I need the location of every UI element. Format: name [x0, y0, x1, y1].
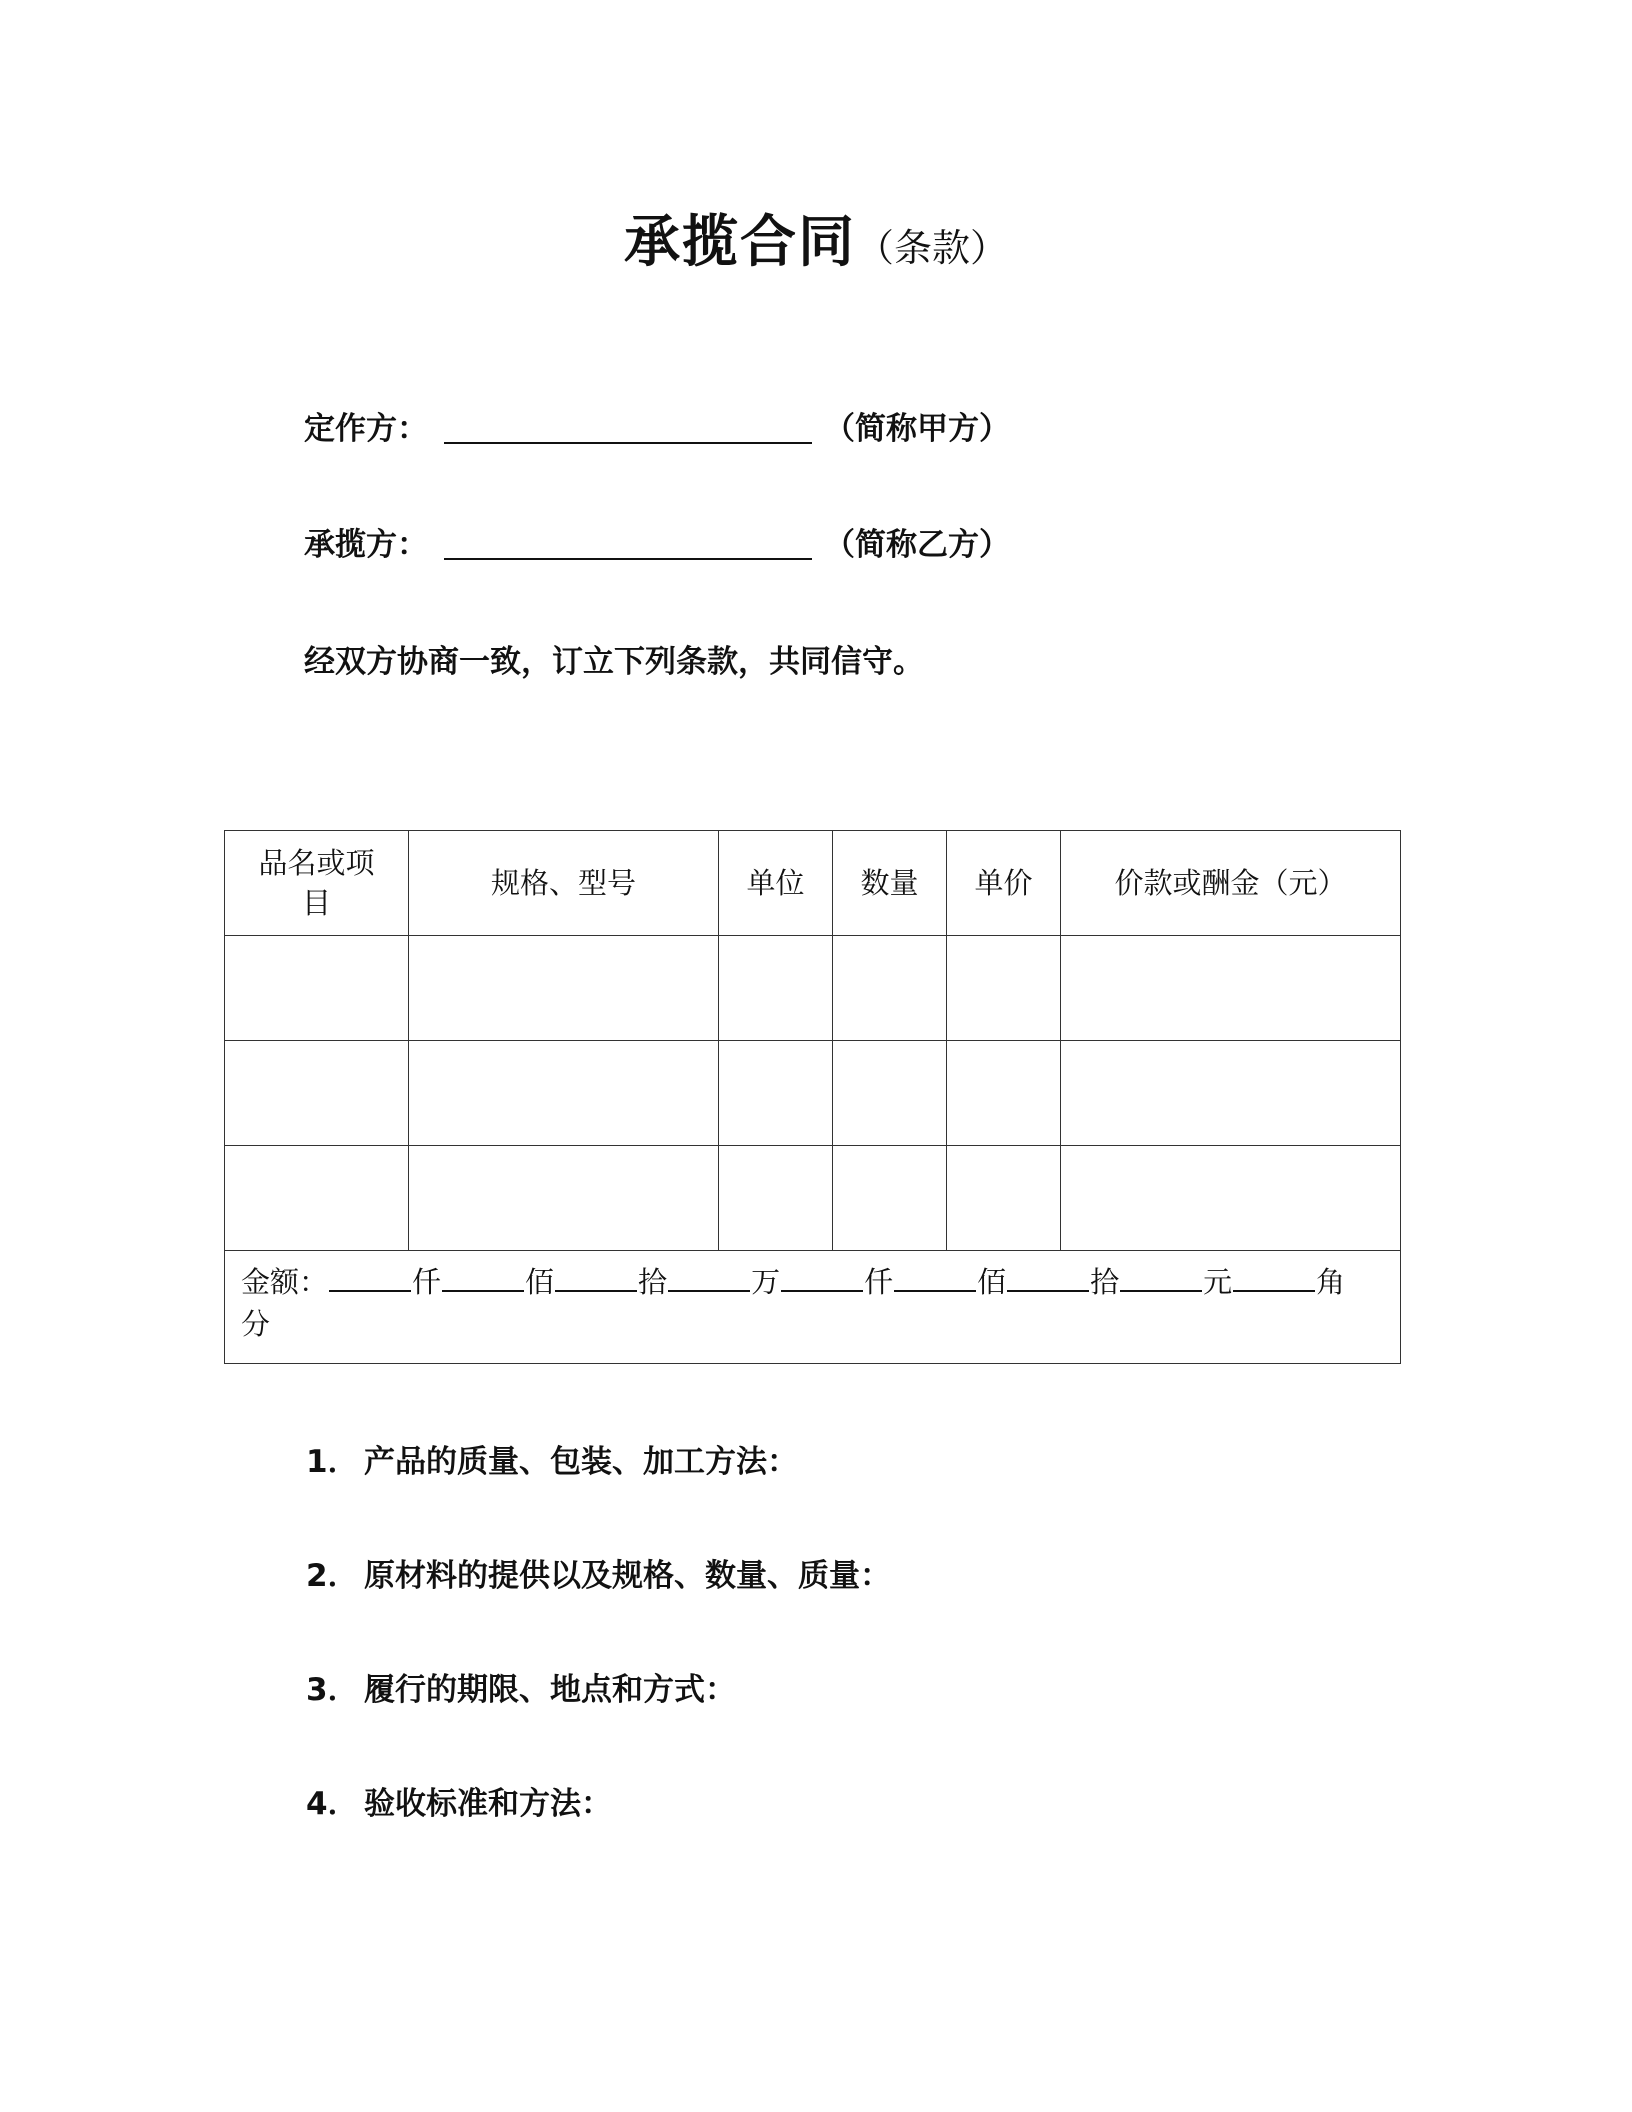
table-cell[interactable]: [947, 1041, 1061, 1146]
amount-unit: 拾: [638, 1265, 668, 1299]
amount-blank[interactable]: [555, 1290, 637, 1292]
clause-1: [306, 1436, 798, 1481]
amount-unit: 仟: [864, 1265, 894, 1299]
clause-number: 3．: [306, 1672, 359, 1708]
table-cell[interactable]: [719, 1146, 833, 1251]
party-a-field: [304, 398, 1010, 448]
table-cell[interactable]: [409, 1041, 719, 1146]
table-cell[interactable]: [1061, 1146, 1401, 1251]
clause-text: 验收标准和方法：: [364, 1786, 612, 1822]
clause-number: 2．: [306, 1558, 359, 1594]
table-header-row: [225, 831, 1401, 936]
table-cell[interactable]: [1061, 936, 1401, 1041]
header-quantity: 数量: [833, 831, 947, 936]
header-unit-price: 单价: [947, 831, 1061, 936]
party-b-blank[interactable]: [444, 558, 812, 560]
clause-2: [306, 1550, 891, 1595]
amount-blank[interactable]: [894, 1290, 976, 1292]
amount-unit: 万: [751, 1265, 781, 1299]
party-a-blank[interactable]: [444, 442, 812, 444]
header-item-name-text: 品名或项目: [258, 846, 375, 920]
items-table: [224, 830, 1401, 1364]
party-b-suffix: （简称乙方）: [824, 527, 1010, 563]
header-unit: 单位: [719, 831, 833, 936]
table-cell[interactable]: [225, 1041, 409, 1146]
amount-blank[interactable]: [668, 1290, 750, 1292]
amount-row: [225, 1251, 1401, 1364]
title-sub: （条款）: [855, 226, 1008, 270]
clause-number: 1．: [306, 1444, 359, 1480]
document-title: [0, 198, 1632, 278]
amount-blank[interactable]: [781, 1290, 863, 1292]
clause-text: 原材料的提供以及规格、数量、质量：: [364, 1558, 891, 1594]
header-amount: 价款或酬金（元）: [1061, 831, 1401, 936]
clause-text: 履行的期限、地点和方式：: [364, 1672, 736, 1708]
amount-blank[interactable]: [1233, 1290, 1315, 1292]
amount-unit: 分: [241, 1307, 271, 1341]
table-cell[interactable]: [833, 936, 947, 1041]
amount-unit: 拾: [1090, 1265, 1120, 1299]
table-cell[interactable]: [833, 1041, 947, 1146]
amount-unit: 元: [1203, 1265, 1233, 1299]
table-cell[interactable]: [409, 1146, 719, 1251]
amount-label: 金额：: [241, 1265, 329, 1299]
amount-blank[interactable]: [1120, 1290, 1202, 1292]
clause-number: 4．: [306, 1786, 359, 1822]
clause-3: [306, 1664, 736, 1709]
table-row: [225, 1041, 1401, 1146]
amount-unit: 仟: [412, 1265, 442, 1299]
table-cell[interactable]: [1061, 1041, 1401, 1146]
party-a-suffix: （简称甲方）: [824, 411, 1010, 447]
party-b-field: [304, 514, 1010, 564]
header-spec: 规格、型号: [409, 831, 719, 936]
amount-blank[interactable]: [329, 1290, 411, 1292]
header-item-name: [225, 831, 409, 936]
clause-text: 产品的质量、包装、加工方法：: [364, 1444, 798, 1480]
table-cell[interactable]: [719, 1041, 833, 1146]
table-row: [225, 936, 1401, 1041]
table-cell[interactable]: [947, 936, 1061, 1041]
amount-unit: 角: [1316, 1265, 1346, 1299]
clause-4: [306, 1778, 612, 1823]
table-row: [225, 1146, 1401, 1251]
table-cell[interactable]: [225, 936, 409, 1041]
table-cell[interactable]: [719, 936, 833, 1041]
title-main: 承揽合同: [623, 210, 856, 275]
party-b-label: 承揽方：: [304, 527, 428, 563]
amount-cell: [225, 1251, 1401, 1364]
table-cell[interactable]: [409, 936, 719, 1041]
amount-blank[interactable]: [442, 1290, 524, 1292]
amount-unit: 佰: [977, 1265, 1007, 1299]
amount-blank[interactable]: [1007, 1290, 1089, 1292]
party-a-label: 定作方：: [304, 411, 428, 447]
intro-text: 经双方协商一致，订立下列条款，共同信守。: [304, 644, 924, 680]
table-cell[interactable]: [947, 1146, 1061, 1251]
amount-unit: 佰: [525, 1265, 555, 1299]
table-cell[interactable]: [225, 1146, 409, 1251]
table-cell[interactable]: [833, 1146, 947, 1251]
